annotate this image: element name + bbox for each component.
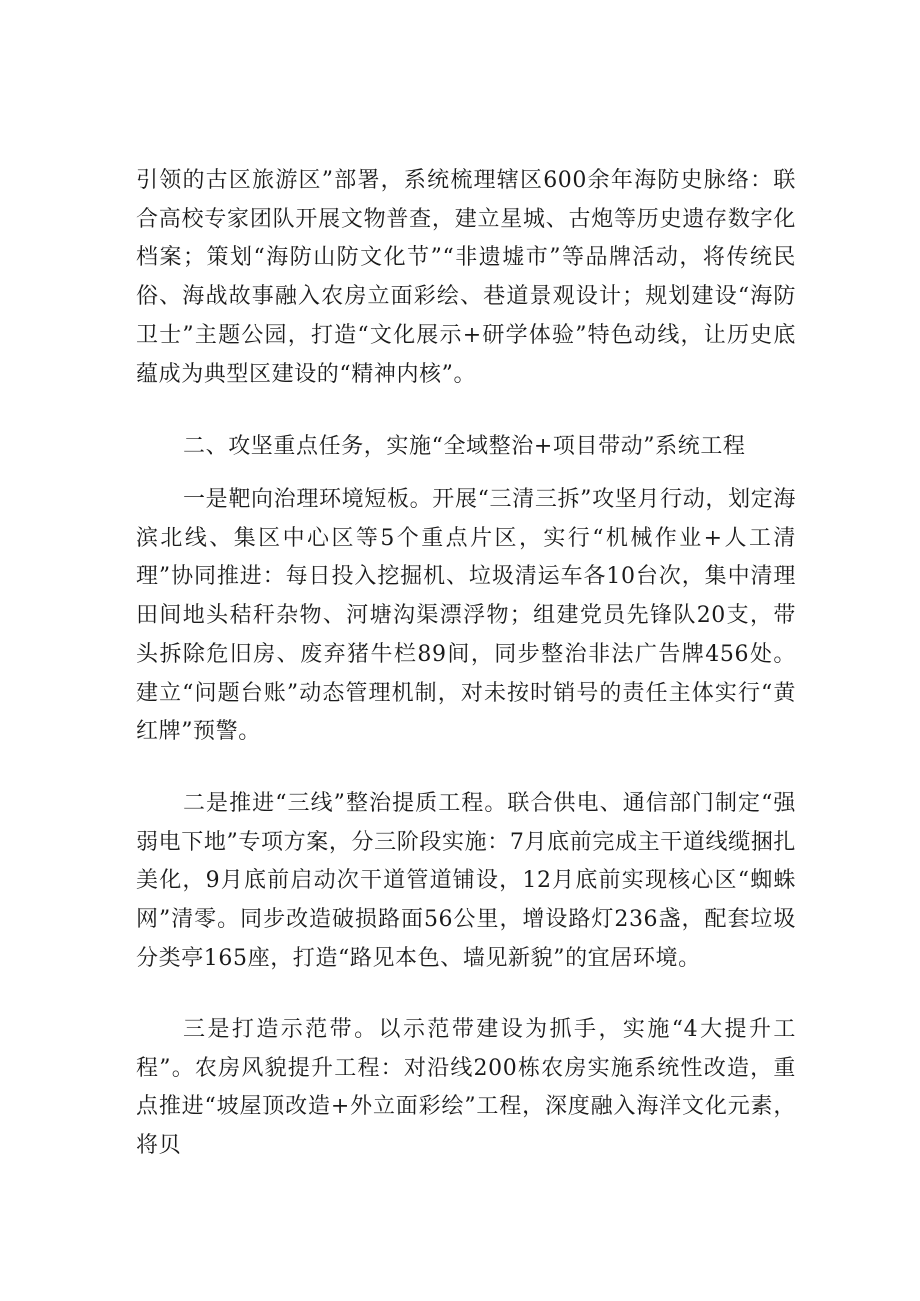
paragraph-item-2: 二是推进“三线”整治提质工程。联合供电、通信部门制定“强弱电下地”专项方案，分三阶段实施：7月底前完成主干道线缆捆扎美化，9月底前启动次干道管道铺设，12月底前实现核心区“蜘蛛网”清零。同步改造破损路面56公里，增设路灯236盏，配套垃圾分类亭165座，打造“路见本色、墙见新貌”的宜居环境。	[136, 791, 796, 971]
paragraph-intro-continuation: 引领的古区旅游区”部署，系统梳理辖区600余年海防史脉络：联合高校专家团队开展文物普查，建立星城、古炮等历史遗存数字化档案；策划“海防山防文化节”“非遗墟市”等品牌活动，将传统民俗、海战故事融入农房立面彩绘、巷道景观设计；规划建设“海防卫士”主题公园，打造“文化展示+研学体验”特色动线，让历史底蕴成为典型区建设的“精神内核”。	[136, 168, 796, 387]
paragraph-item-3: 三是打造示范带。以示范带建设为抓手，实施“4大提升工程”。农房风貌提升工程：对沿线200栋农房实施系统性改造，重点推进“坡屋顶改造+外立面彩绘”工程，深度融入海洋文化元素，将贝	[136, 1017, 796, 1159]
paragraph-item-1: 一是靶向治理环境短板。开展“三清三拆”攻坚月行动，划定海滨北线、集区中心区等5个重点片区，实行“机械作业+人工清理”协同推进：每日投入挖掘机、垃圾清运车各10台次，集中清理田间地头秸秆杂物、河塘沟渠漂浮物；组建党员先锋队20支，带头拆除危旧房、废弃猪牛栏89间，同步整治非法广告牌456处。建立“问题台账”动态管理机制，对未按时销号的责任主体实行“黄红牌”预警。	[136, 487, 796, 745]
section-heading-2: 二、攻坚重点任务，实施“全域整治+项目带动”系统工程	[183, 434, 746, 459]
